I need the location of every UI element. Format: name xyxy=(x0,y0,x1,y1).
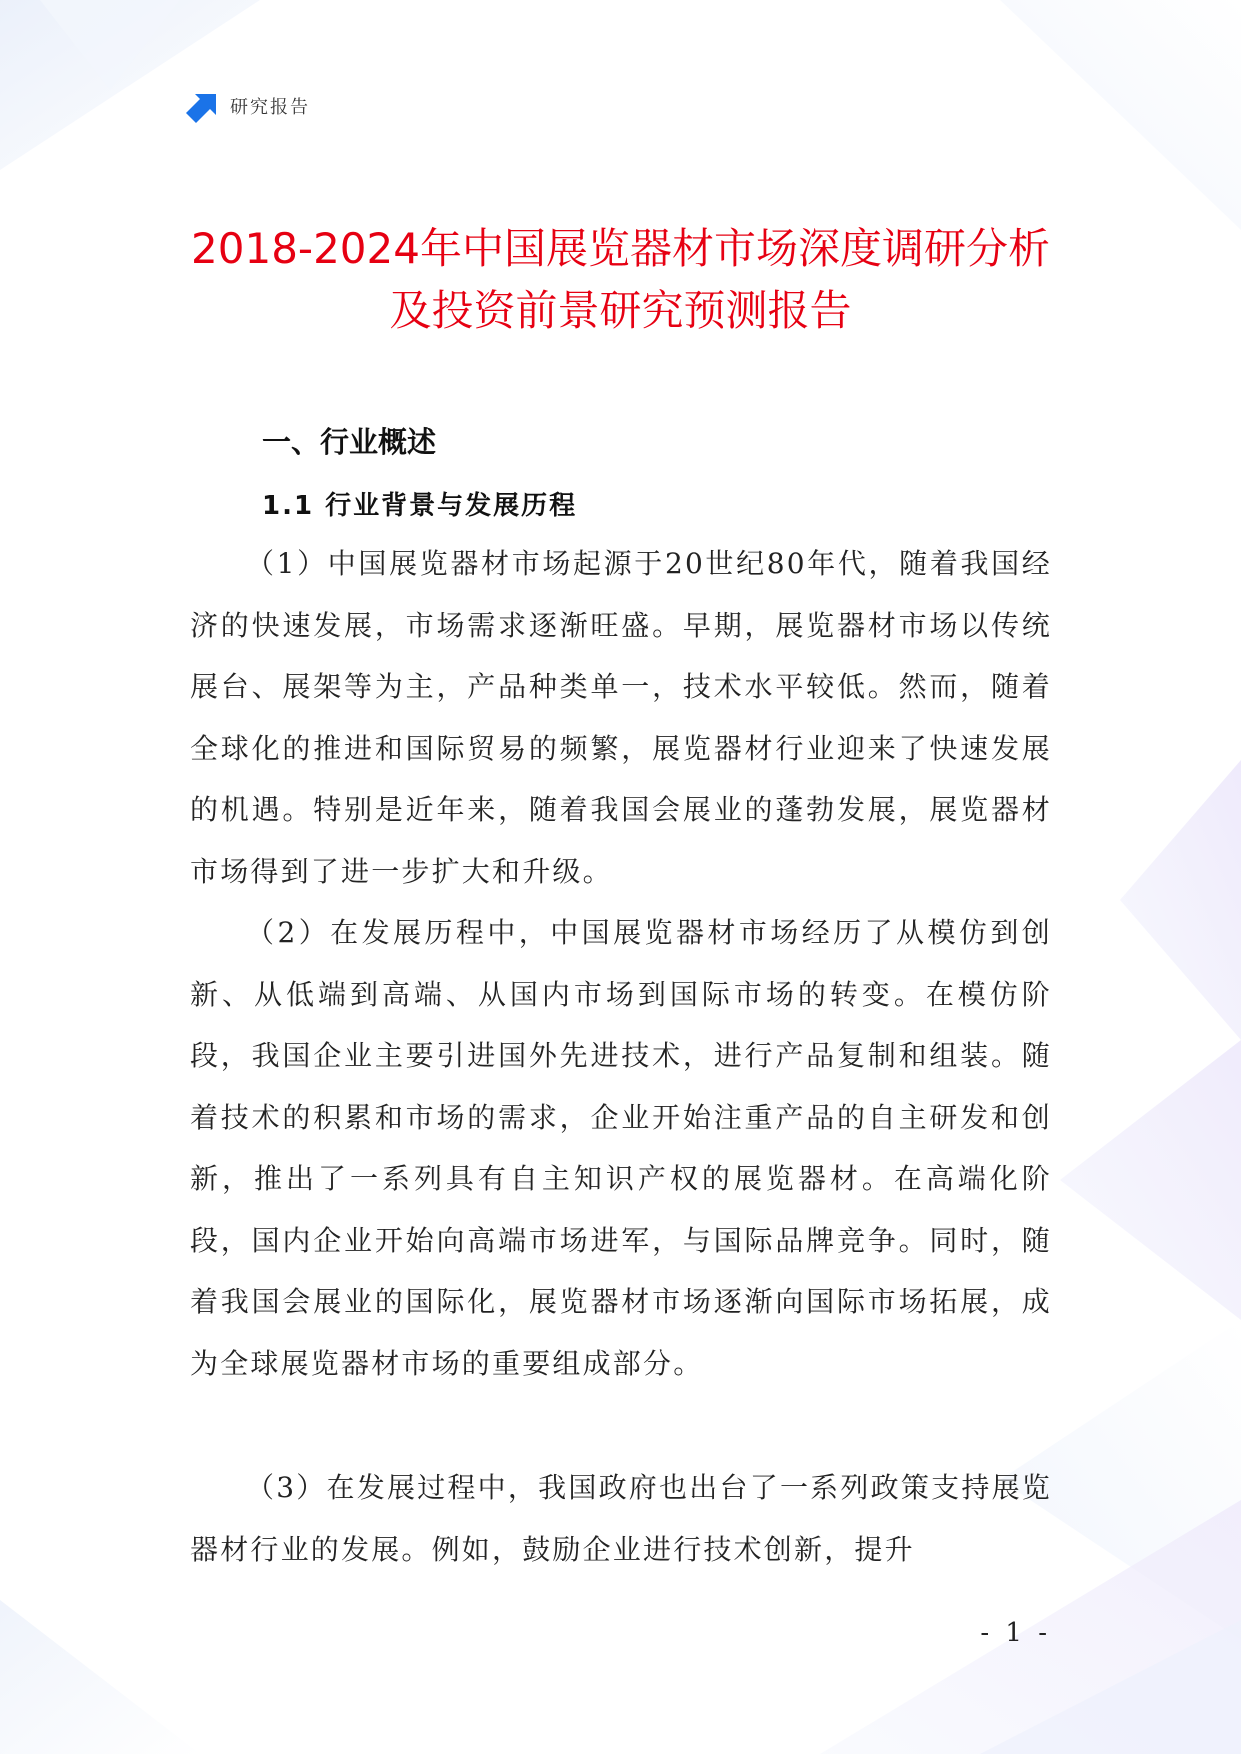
paragraph-2: （2）在发展历程中，中国展览器材市场经历了从模仿到创新、从低端到高端、从国内市场到国际市场的转变。在模仿阶段，我国企业主要引进国外先进技术，进行产品复制和组装。随着技术的积累和市场的需求，企业开始注重产品的自主研发和创新，推出了一系列具有自主知识产权的展览器材。在高端化阶段，国内企业开始向高端市场进军，与国际品牌竞争。同时，随着我国会展业的国际化，展览器材市场逐渐向国际市场拓展，成为全球展览器材市场的重要组成部分。 xyxy=(190,916,1052,1380)
arrow-up-right-icon xyxy=(186,89,220,123)
report-header xyxy=(186,88,310,124)
paragraph-1: （1）中国展览器材市场起源于20世纪80年代，随着我国经济的快速发展，市场需求逐渐旺盛。早期，展览器材市场以传统展台、展架等为主，产品种类单一，技术水平较低。然而，随着全球化的推进和国际贸易的频繁，展览器材行业迎来了快速发展的机遇。特别是近年来，随着我国会展业的蓬勃发展，展览器材市场得到了进一步扩大和升级。 xyxy=(190,547,1052,888)
paragraph-3: （3）在发展过程中，我国政府也出台了一系列政策支持展览器材行业的发展。例如，鼓励企业进行技术创新，提升 xyxy=(190,1471,1052,1566)
section-heading: 一、行业概述 xyxy=(262,425,437,459)
page-number: - 1 - xyxy=(980,1618,1051,1648)
subsection-heading: 1.1 行业背景与发展历程 xyxy=(262,491,578,521)
report-title: 2018-2024年中国展览器材市场深度调研分析及投资前景研究预测报告 xyxy=(191,224,1050,335)
header-label: 研究报告 xyxy=(230,97,310,118)
